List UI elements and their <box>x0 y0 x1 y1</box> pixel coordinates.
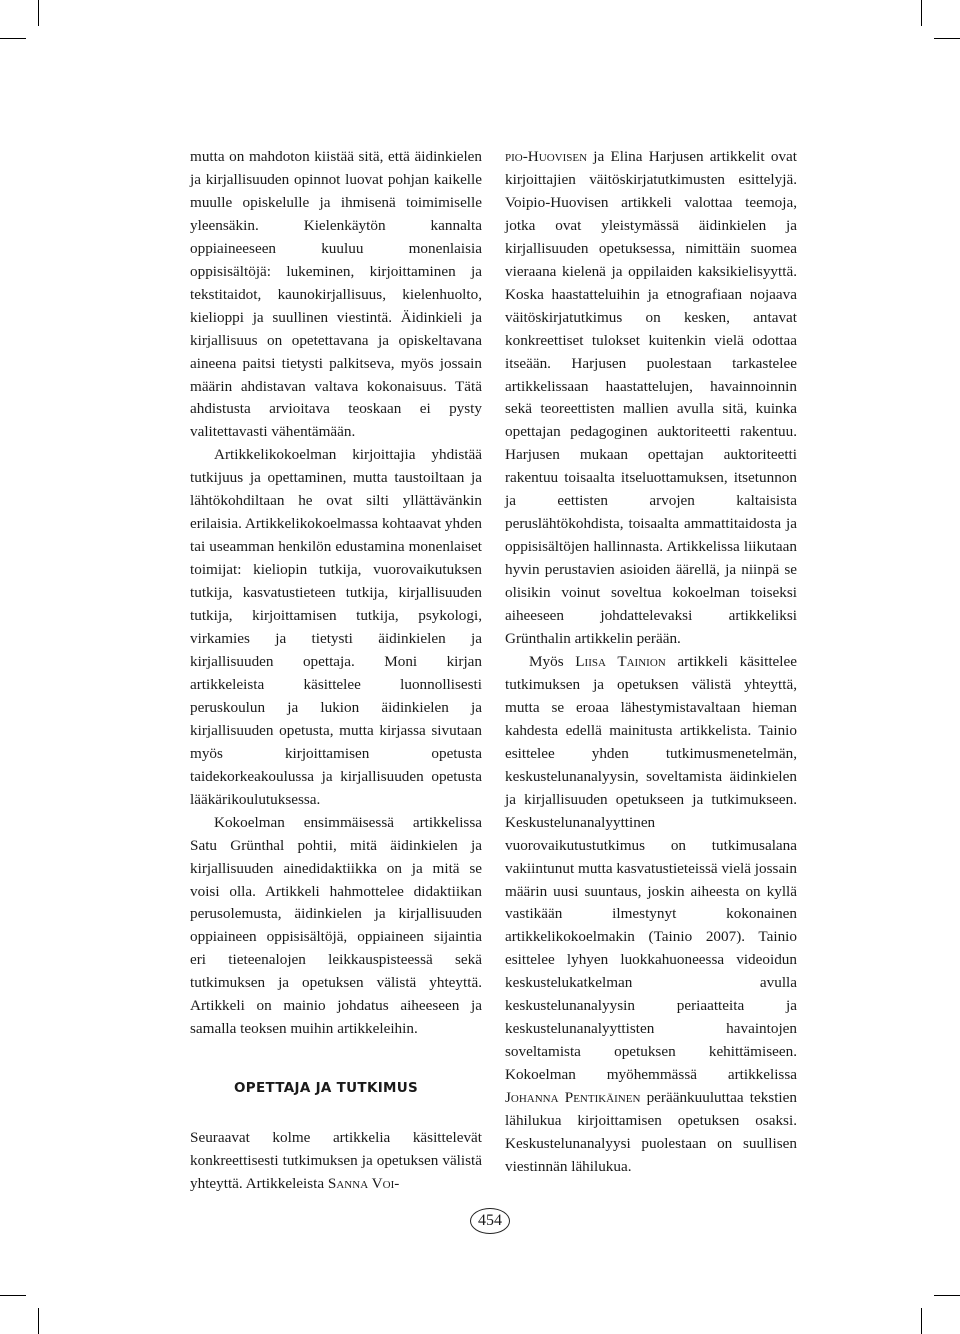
right-paragraph-2-end: peräänkuuluttaa tekstien lähilukua kirjoittamisen opetuksen osaksi. Keskustelunanalyysi puolestaan on suullisen viestinnän lähilukua. <box>505 1089 797 1175</box>
crop-mark <box>0 38 26 39</box>
author-name: Liisa Tainion <box>575 652 666 670</box>
right-paragraph-2-lead: Myös <box>529 652 576 670</box>
crop-mark <box>38 0 39 26</box>
left-paragraph-2: Artikkelikokoelman kirjoittajia yhdistää tutkijuus ja opettaminen, mutta taustoiltaan ja lähtökohdiltaan he ovat silti yllättävänkin erilaisia. Artikkelikokoelmassa kohtaavat yhden tai useamman henkilön edustamina monenlaiset toimijat: kieliopin tutkija, vuorovaikutuksen tutkija, kasvatustieteen tutkija, kirjallisuuden tutkija, kirjoittamisen tutkija, psykologi, virkamies ja tietysti äidinkielen ja kirjallisuuden opettaja. Moni kirjan artikkeleista käsittelee luonnollisesti peruskoulun ja lukion äidinkielen ja kirjallisuuden opetusta, mutta kirjassa sivutaan myös kirjoittamisen opetusta taidekorkeakoulussa ja kirjallisuuden opetusta lääkärikoulutuksessa. <box>190 446 482 808</box>
right-paragraph-2-body: artikkeli käsittelee tutkimuksen ja opetuksen välistä yhteyttä, mutta se eroaa lähestymistavaltaan hieman kahdesta edellä mainitusta artikkelista. Tainio esittelee yhden tutkimusmenetelmän, keskustelunanalyysin, soveltamista äidinkielen ja kirjallisuuden opetukseen ja tutkimukseen. Keskustelunanalyyttinen vuorovaikutustutkimus on tutkimusalana vakiintunut mutta kasvatustieteissä vielä jossain määrin uusi suuntaus, joskin aiheesta on kyllä vastikään ilmestynyt kokonainen artikkelikokoelmakin (Tainio 2007). Tainio esittelee lyhyen luokkahuoneessa videoidun keskustelukatkelman avulla keskustelunanalyysin periaatteita ja keskustelunanalyyttisten havaintojen soveltamista opetuksen kehittämiseen. Kokoelman myöhemmässä artikkelissa <box>505 652 797 1084</box>
left-column <box>190 146 482 1196</box>
right-paragraph-2 <box>505 651 797 1179</box>
left-paragraph-3: Kokoelman ensimmäisessä artikkelissa Satu Grünthal pohtii, mitä äidinkielen ja kirjallisuuden ainedidaktiikka on ja mitä se voisi olla. Artikkeli hahmottelee didaktiikan perusolemusta, äidinkielen ja kirjallisuuden oppiaineen oppisisältöjä, oppiaineen sijaintia eri tieteenalojen leikkauspisteessä sekä tutkimuksen ja opetuksen välistä yhteyttä. Artikkeli on mainio johdatus aiheeseen ja samalla teoksen muihin artikkeleihin. <box>190 813 482 1038</box>
right-paragraph-1-text: ja Elina Harjusen artikkelit ovat kirjoittajien väitöskirjatutkimusten esittelyjä. Voipio-Huovisen artikkeli valottaa teemoja, jotka ovat yleistymässä äidinkielen ja kirjallisuuden opetuksessa, nimittäin suomea vieraana kielenä ja oppilaiden kaksikielisyyttä. Koska haastatteluihin ja etnografiaan nojaava väitöskirjatutkimus on kesken, antavat konkreettiset tulokset kuitenkin vielä odottaa itseään. Harjusen puolestaan tarkastelee artikkelissaan haastattelujen, havainnoinnin sekä teoreettisten mallien avulla sitä, kuinka opettajan pedagoginen auktoriteetti rakentuu. Harjusen mukaan opettajan auktoriteetti rakentuu toisaalta itseluottamuksen, itsetunnon ja eettisten arvojen kaltaisista peruslähtökohdista, toisaalta ammattitaidosta ja oppisisältöjen hallinnasta. Artikkelissa liikutaan hyvin perustavien asioiden äärellä, ja niinpä se olisikin voinut soveltua kokoelman toiseksi aiheeseen johdattelevaksi artikkeliksi Grünthalin artikkelin perään. <box>505 148 797 648</box>
page-number: 454 <box>470 1208 510 1234</box>
left-paragraph-1 <box>190 146 482 444</box>
left-paragraph-4 <box>190 1127 482 1196</box>
crop-mark <box>0 1295 26 1296</box>
crop-mark <box>934 38 960 39</box>
right-paragraph-1 <box>505 146 797 651</box>
crop-mark <box>934 1295 960 1296</box>
right-column <box>505 146 797 1179</box>
author-name: Johanna Pentikäinen <box>505 1089 641 1107</box>
left-paragraph-4-text: Seuraavat kolme artikkelia käsittelevät konkreettisesti tutkimuksen ja opetuksen välistä yhteyttä. Artikkeleista <box>190 1129 482 1193</box>
left-paragraph-1-text: mutta on mahdoton kiistää sitä, että äidinkielen ja kirjallisuuden opinnot luovat pohjan kaikelle muulle opiskelulle ja ihmisenä toimimiselle yleensäkin. Kielenkäytön kannalta oppiaineeseen kuuluu monenlaisia oppisisältöjä: lukeminen, kirjoittaminen ja tekstitaidot, kaunokirjallisuus, kielenhuolto, kielioppi ja suullinen viestintä. Äidinkieli ja kirjallisuus on opetettavana ja opiskeltavana aineena paitsi tietysti palkitseva, myös jossain määrin ahdistavan valtava kokonaisuus. Tätä ahdistusta arvioitava teoskaan ei pysty valitettavasti vähentämään. <box>190 148 482 441</box>
section-heading: OPETTAJA JA TUTKIMUS <box>234 1080 419 1097</box>
author-name: Sanna Voi- <box>327 1175 400 1193</box>
crop-mark <box>38 1308 39 1334</box>
crop-mark <box>921 1308 922 1334</box>
author-name: pio-Huovisen <box>505 148 588 165</box>
crop-mark <box>921 0 922 26</box>
